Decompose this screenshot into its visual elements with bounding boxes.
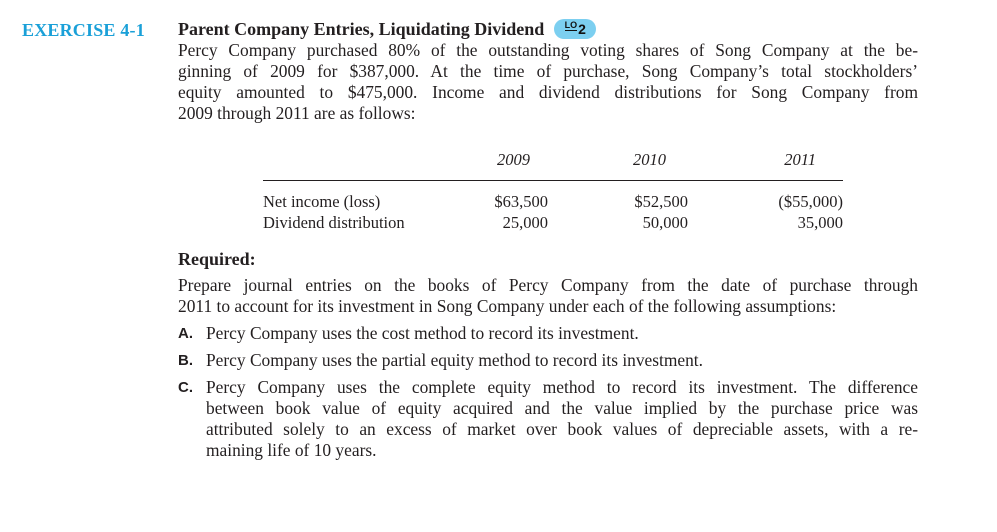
required-section: [178, 248, 918, 461]
table-cell: 25,000: [502, 213, 548, 232]
item-line: Percy Company uses the complete equity method to record its investment. The difference: [206, 377, 918, 397]
intro-line: Percy Company purchased 80% of the outstanding voting shares of Song Company at the be-: [178, 40, 918, 60]
lo-prefix: LO: [564, 20, 578, 30]
required-intro-line: Prepare journal entries on the books of Percy Company from the date of purchase through: [178, 275, 918, 295]
exercise-title-row: [178, 18, 918, 40]
required-intro-line: 2011 to account for its investment in Song Company under each of the following assumptions:: [178, 296, 837, 316]
table-cell: $52,500: [634, 192, 688, 211]
item-line: Percy Company uses the partial equity method to record its investment.: [206, 350, 703, 370]
required-intro: [178, 275, 918, 317]
exercise-label: EXERCISE 4-1: [22, 20, 145, 40]
requirement-item-c: [178, 377, 918, 461]
exercise-intro: [178, 40, 918, 124]
table-header-2011: 2011: [688, 150, 843, 181]
intro-line: equity amounted to $475,000. Income and dividend distributions for Song Company from: [178, 82, 918, 102]
table-header-2010: 2010: [548, 150, 688, 181]
row-label: Dividend distribution: [263, 213, 405, 232]
item-line: maining life of 10 years.: [206, 440, 377, 460]
income-dividend-table: [263, 150, 843, 233]
table-row: [263, 212, 843, 233]
lo-number: 2: [578, 21, 586, 37]
intro-line: ginning of 2009 for $387,000. At the time of purchase, Song Company’s total stockholders’: [178, 61, 918, 81]
learning-objective-badge: [554, 19, 596, 39]
requirement-item-a: [178, 323, 918, 344]
table-cell: 35,000: [797, 213, 843, 232]
item-line: attributed solely to an excess of market over book values of depreciable assets, with a re-: [206, 419, 918, 439]
intro-line: 2009 through 2011 are as follows:: [178, 103, 416, 123]
item-letter: B.: [178, 352, 193, 369]
item-text: [206, 323, 918, 344]
required-heading: Required:: [178, 249, 256, 269]
item-letter: C.: [178, 379, 193, 396]
requirement-item-b: [178, 350, 918, 371]
item-line: Percy Company uses the cost method to record its investment.: [206, 323, 639, 343]
table-cell: ($55,000): [778, 192, 843, 211]
exercise-body: [178, 18, 918, 124]
item-text: [206, 377, 918, 461]
table-header-2009: 2009: [443, 150, 548, 181]
table-row: [263, 181, 843, 213]
item-text: [206, 350, 918, 371]
table-header-empty: [263, 150, 443, 181]
row-label: Net income (loss): [263, 192, 381, 211]
item-line: between book value of equity acquired and the value implied by the purchase price was: [206, 398, 918, 418]
table-cell: 50,000: [642, 213, 688, 232]
exercise-title: Parent Company Entries, Liquidating Dividend: [178, 19, 545, 39]
table-header-row: [263, 150, 843, 181]
table-cell: $63,500: [494, 192, 548, 211]
item-letter: A.: [178, 325, 193, 342]
